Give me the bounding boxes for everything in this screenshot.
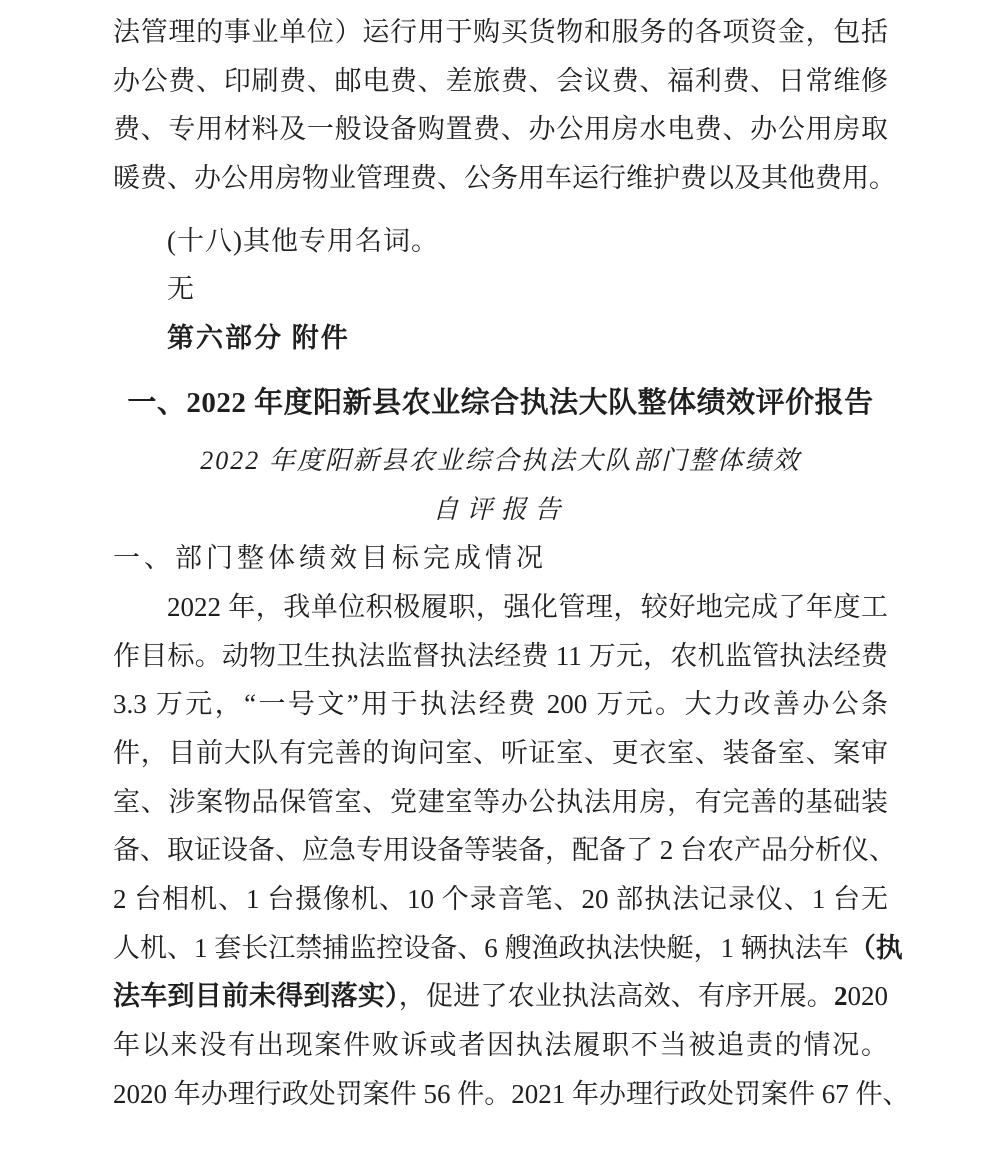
text-line bbox=[113, 105, 888, 154]
text-segment: 法管理的事业单位）运行用于购买货物和服务的各项资金，包括 bbox=[113, 17, 888, 47]
script-title-line-1: 2022 年度阳新县农业综合执法大队部门整体绩效 bbox=[200, 445, 801, 475]
text-line bbox=[113, 8, 888, 57]
text-line bbox=[113, 57, 888, 106]
text-line bbox=[113, 778, 888, 827]
none-line: 无 bbox=[167, 274, 195, 305]
item-18-line: (十八)其他专用名词。 bbox=[167, 225, 439, 256]
section-heading: 第六部分 附件 bbox=[167, 323, 350, 354]
text-segment: 020 bbox=[847, 981, 889, 1012]
text-line bbox=[113, 680, 888, 729]
text-segment: 2020 年办理行政处罚案件 56 件。2021 年办理行政处罚案件 67 件、 bbox=[113, 1078, 910, 1109]
text-line bbox=[113, 1070, 910, 1119]
text-line bbox=[113, 924, 903, 973]
text-line bbox=[113, 729, 888, 778]
document-page bbox=[113, 0, 910, 1118]
text-line bbox=[113, 583, 888, 632]
text-segment: 人机、1 套长江禁捕监控设备、6 艘渔政执法快艇，1 辆执法车 bbox=[113, 932, 849, 963]
text-segment: 费、专用材料及一般设备购置费、办公用房水电费、办公用房取 bbox=[113, 114, 888, 145]
text-line bbox=[113, 875, 888, 924]
sub-heading: 一、部门整体绩效目标完成情况 bbox=[113, 543, 547, 574]
text-segment: 3.3 万元，“一号文”用于执法经费 200 万元。大力改善办公条 bbox=[113, 689, 888, 720]
text-line bbox=[113, 1021, 888, 1070]
bold-text-segment: 法车到目前未得到落实） bbox=[113, 981, 399, 1012]
text-segment: 办公费、印刷费、邮电费、差旅费、会议费、福利费、日常维修 bbox=[113, 65, 888, 96]
text-segment: 年以来没有出现案件败诉或者因执法履职不当被追责的情况。 bbox=[113, 1030, 888, 1061]
text-segment: 暖费、办公用房物业管理费、公务用车运行维护费以及其他费用。 bbox=[113, 163, 896, 194]
text-segment: 室、涉案物品保管室、党建室等办公执法用房，有完善的基础装 bbox=[113, 786, 888, 817]
bold-text-segment: 2 bbox=[834, 981, 848, 1012]
text-line bbox=[113, 154, 896, 203]
text-segment: ，促进了农业执法高效、有序开展。 bbox=[398, 981, 835, 1012]
text-segment: 件，目前大队有完善的询问室、听证室、更衣室、装备室、案审 bbox=[113, 737, 888, 768]
paragraph-continuation bbox=[113, 8, 896, 203]
script-title-line-2: 自评报告 bbox=[432, 494, 569, 524]
bold-text-segment: （执 bbox=[848, 932, 903, 963]
text-segment: 作目标。动物卫生执法监督执法经费 11 万元，农机监管执法经费 bbox=[113, 640, 888, 671]
text-segment: 2 台相机、1 台摄像机、10 个录音笔、20 部执法记录仪、1 台无 bbox=[113, 884, 888, 914]
text-line bbox=[113, 972, 888, 1021]
text-segment: 备、取证设备、应急专用设备等装备，配备了 2 台农产品分析仪、 bbox=[113, 835, 896, 866]
attachment-title: 一、2022 年度阳新县农业综合执法大队整体绩效评价报告 bbox=[127, 386, 874, 419]
self-evaluation-paragraph bbox=[113, 583, 910, 1119]
text-segment: 2022 年，我单位积极履职，强化管理，较好地完成了年度工 bbox=[167, 591, 888, 622]
text-line bbox=[113, 826, 896, 875]
text-line bbox=[113, 632, 888, 681]
